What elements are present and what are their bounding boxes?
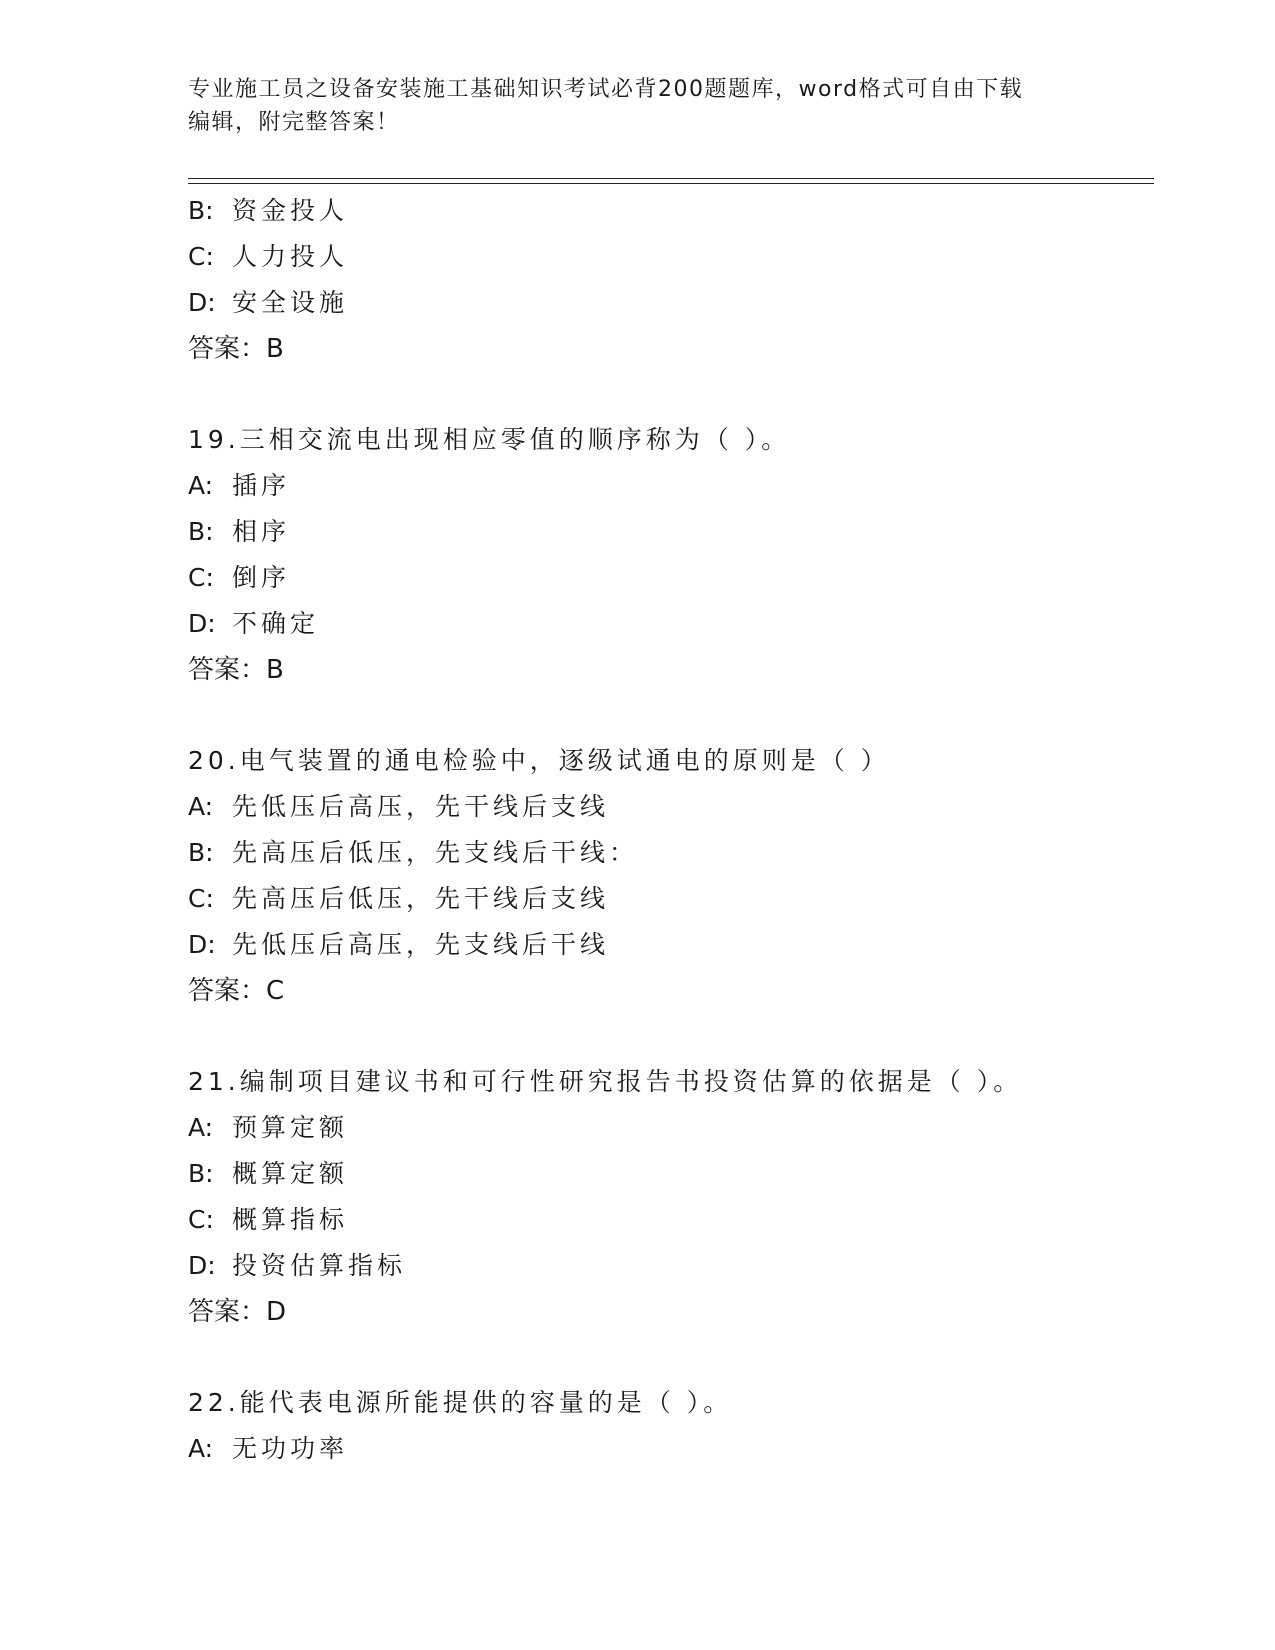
option-text: 不确定: [232, 609, 320, 638]
option-text: 先低压后高压，先支线后干线: [232, 930, 610, 959]
option-row: [188, 922, 1148, 968]
answer-line: 答案：C: [188, 976, 285, 1006]
option-row: [188, 1426, 1148, 1472]
option-letter: B:: [188, 517, 214, 546]
option-text: 先低压后高压，先干线后支线: [232, 792, 610, 821]
option-text: 投资估算指标: [232, 1251, 407, 1280]
question-21: [188, 1059, 1148, 1335]
option-letter: A:: [188, 1434, 214, 1463]
option-row: [188, 1151, 1148, 1197]
option-row: [188, 463, 1148, 509]
option-text: 资金投人: [232, 196, 349, 225]
option-text: 安全设施: [232, 288, 349, 317]
option-letter: D:: [188, 609, 216, 638]
option-text: 无功功率: [232, 1434, 349, 1463]
option-text: 预算定额: [232, 1113, 349, 1142]
option-row: [188, 876, 1148, 922]
document-header: [188, 73, 1088, 139]
header-title-line-2: 编辑，附完整答案！: [188, 110, 400, 135]
option-row: [188, 509, 1148, 555]
option-text: 人力投人: [232, 242, 349, 271]
option-letter: B:: [188, 838, 214, 867]
option-letter: D:: [188, 930, 216, 959]
option-text: 先高压后低压，先支线后干线：: [232, 838, 639, 867]
option-letter: D:: [188, 1251, 216, 1280]
option-letter: A:: [188, 1113, 214, 1142]
option-letter: B:: [188, 1159, 214, 1188]
option-row: [188, 234, 1148, 280]
option-row: [188, 784, 1148, 830]
option-row: [188, 1197, 1148, 1243]
option-text: 相序: [232, 517, 291, 546]
option-text: 先高压后低压，先干线后支线: [232, 884, 610, 913]
question-stem: 21.编制项目建议书和可行性研究报告书投资估算的依据是（ ）。: [188, 1067, 1023, 1096]
option-letter: C:: [188, 1205, 214, 1234]
header-rule-top: [188, 178, 1154, 179]
option-row: [188, 555, 1148, 601]
option-row: [188, 1243, 1148, 1289]
answer-line: 答案：D: [188, 1297, 287, 1327]
answer-line: 答案：B: [188, 334, 284, 364]
option-row: [188, 280, 1148, 326]
question-stem: 20.电气装置的通电检验中，逐级试通电的原则是（ ）: [188, 746, 890, 775]
option-row: [188, 1105, 1148, 1151]
option-row: [188, 188, 1148, 234]
option-text: 概算定额: [232, 1159, 349, 1188]
option-row: [188, 601, 1148, 647]
question-19: [188, 417, 1148, 693]
question-stem: 19.三相交流电出现相应零值的顺序称为（ ）。: [188, 425, 791, 454]
option-letter: C:: [188, 563, 214, 592]
option-letter: A:: [188, 471, 214, 500]
answer-line: 答案：B: [188, 655, 284, 685]
question-20: [188, 738, 1148, 1014]
option-text: 插序: [232, 471, 291, 500]
header-title-line-1: 专业施工员之设备安装施工基础知识考试必背200题题库，word格式可自由下载: [188, 77, 1024, 102]
option-letter: D:: [188, 288, 216, 317]
option-row: [188, 830, 1148, 876]
option-letter: C:: [188, 884, 214, 913]
question-list: [188, 188, 1148, 1472]
question-stem: 22.能代表电源所能提供的容量的是（ ）。: [188, 1388, 733, 1417]
option-text: 概算指标: [232, 1205, 349, 1234]
header-rule-bottom: [188, 183, 1154, 184]
question-22: [188, 1380, 1148, 1472]
option-text: 倒序: [232, 563, 291, 592]
partial-question: [188, 188, 1148, 372]
option-letter: C:: [188, 242, 214, 271]
option-letter: A:: [188, 792, 214, 821]
option-letter: B:: [188, 196, 214, 225]
